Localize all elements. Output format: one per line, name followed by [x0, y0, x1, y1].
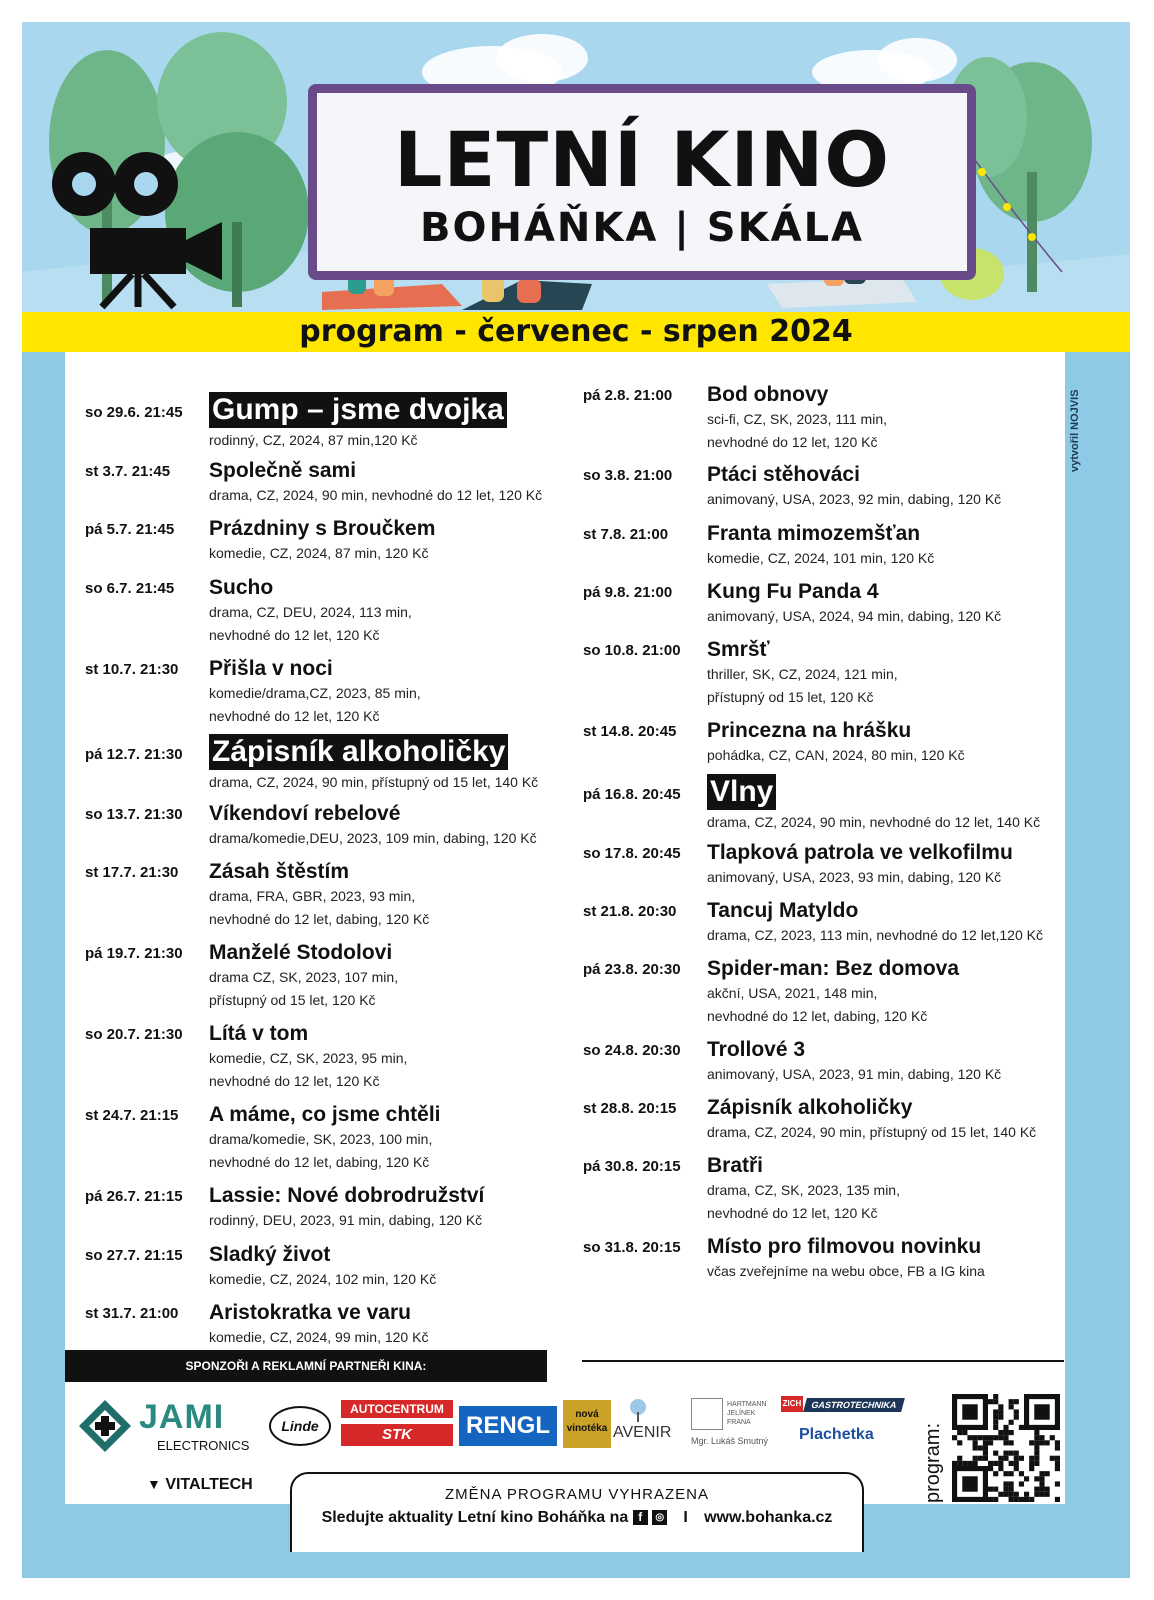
instagram-icon[interactable]: ◎	[652, 1510, 667, 1525]
film-details: drama, CZ, 2023, 113 min, nevhodné do 12 let,120 Kč	[707, 927, 1043, 943]
poster-subtitle: BOHÁŇKA | SKÁLA	[419, 205, 865, 251]
screening-date: so 13.7. 21:30	[85, 806, 183, 823]
screening-date: pá 23.8. 20:30	[583, 961, 681, 978]
rengl-logo: RENGL	[459, 1406, 557, 1446]
film-details: nevhodné do 12 let, dabing, 120 Kč	[707, 1008, 928, 1024]
screening-date: pá 2.8. 21:00	[583, 387, 673, 404]
screening-date: so 17.8. 20:45	[583, 845, 681, 862]
jami-logo: JAMI	[139, 1398, 225, 1436]
screening-date: so 6.7. 21:45	[85, 580, 175, 597]
screening-date: pá 9.8. 21:00	[583, 584, 673, 601]
screening-date: pá 19.7. 21:30	[85, 945, 183, 962]
film-title: Tancuj Matyldo	[707, 899, 859, 922]
autocentrum-logo: AUTOCENTRUM	[341, 1400, 453, 1418]
film-title: Víkendoví rebelové	[209, 802, 401, 825]
film-title: Prázdniny s Broučkem	[209, 517, 436, 540]
program-change-notice: ZMĚNA PROGRAMU VYHRAZENA	[444, 1486, 710, 1503]
hartmann-emblem-icon	[691, 1398, 723, 1430]
screening-date: st 24.7. 21:15	[85, 1107, 179, 1124]
qr-label	[917, 1395, 947, 1505]
film-details: komedie, CZ, 2024, 87 min, 120 Kč	[209, 545, 429, 561]
footer-separator: I	[683, 1509, 688, 1526]
facebook-icon[interactable]: f	[633, 1510, 648, 1525]
film-details: sci-fi, CZ, SK, 2023, 111 min,	[707, 411, 887, 427]
film-details: včas zveřejníme na webu obce, FB a IG kina	[707, 1263, 985, 1279]
smutny-logo: Mgr. Lukáš Smutný	[691, 1436, 769, 1446]
sponsors-divider	[582, 1360, 1064, 1362]
film-title: Místo pro filmovou novinku	[707, 1235, 982, 1258]
follow-line	[292, 1509, 862, 1527]
screening-date: so 3.8. 21:00	[583, 467, 673, 484]
film-title: Lassie: Nové dobrodružství	[209, 1184, 485, 1207]
footer-notice	[290, 1472, 864, 1552]
gastrotechnika-logo: GASTROTECHNIKA	[803, 1398, 905, 1412]
film-details: rodinný, DEU, 2023, 91 min, dabing, 120 Kč	[209, 1212, 483, 1228]
screening-date: st 21.8. 20:30	[583, 903, 677, 920]
film-details: drama, FRA, GBR, 2023, 93 min,	[209, 888, 416, 904]
film-details: pohádka, CZ, CAN, 2024, 80 min, 120 Kč	[707, 747, 965, 763]
sponsors-heading: SPONZOŘI A REKLAMNÍ PARTNEŘI KINA:	[65, 1350, 547, 1382]
screening-date: st 14.8. 20:45	[583, 723, 677, 740]
creator-credit-text: vytvořil NOJVIS	[1069, 389, 1081, 472]
cinema-screen	[308, 84, 976, 280]
film-details: thriller, SK, CZ, 2024, 121 min,	[707, 666, 898, 682]
film-title: Společně sami	[209, 459, 357, 482]
screening-date: pá 26.7. 21:15	[85, 1188, 183, 1205]
film-details: nevhodné do 12 let, 120 Kč	[707, 434, 878, 450]
qr-code-icon	[952, 1394, 1060, 1502]
screening-date: st 10.7. 21:30	[85, 661, 179, 678]
film-details: drama/komedie,DEU, 2023, 109 min, dabing, 120 Kč	[209, 830, 537, 846]
film-title: Gump – jsme dvojka	[209, 392, 507, 428]
film-details: animovaný, USA, 2023, 93 min, dabing, 120 Kč	[707, 869, 1002, 885]
film-title: Sladký život	[209, 1243, 331, 1266]
film-details: nevhodné do 12 let, dabing, 120 Kč	[209, 911, 430, 927]
film-details: rodinný, CZ, 2024, 87 min,120 Kč	[209, 432, 418, 448]
film-title: Spider-man: Bez domova	[707, 957, 960, 980]
film-details: animovaný, USA, 2023, 92 min, dabing, 120 Kč	[707, 491, 1002, 507]
screening-date: st 7.8. 21:00	[583, 526, 669, 543]
zich-logo: ZICH	[781, 1396, 803, 1412]
screening-date: so 29.6. 21:45	[85, 404, 183, 421]
film-details: nevhodné do 12 let, 120 Kč	[209, 708, 380, 724]
avenir-tree-icon	[623, 1398, 653, 1422]
plachetka-logo: Plachetka	[799, 1426, 874, 1443]
film-title: Vlny	[707, 774, 776, 810]
film-details: komedie, CZ, 2024, 102 min, 120 Kč	[209, 1271, 437, 1287]
screening-date: pá 30.8. 20:15	[583, 1158, 681, 1175]
film-details: přístupný od 15 let, 120 Kč	[209, 992, 376, 1008]
film-title: A máme, co jsme chtěli	[209, 1103, 441, 1126]
film-details: komedie, CZ, 2024, 99 min, 120 Kč	[209, 1329, 429, 1345]
film-details: animovaný, USA, 2023, 91 min, dabing, 120 Kč	[707, 1066, 1002, 1082]
vitaltech-label: VITALTECH	[165, 1476, 253, 1493]
film-details: nevhodné do 12 let, 120 Kč	[707, 1205, 878, 1221]
film-title: Přišla v noci	[209, 657, 333, 680]
screening-date: pá 5.7. 21:45	[85, 521, 175, 538]
vitaltech-icon: ▼	[147, 1476, 161, 1492]
film-details: drama CZ, SK, 2023, 107 min,	[209, 969, 399, 985]
follow-text: Sledujte aktuality Letní kino Boháňka na	[321, 1509, 629, 1526]
film-title: Aristokratka ve varu	[209, 1301, 411, 1324]
film-title: Lítá v tom	[209, 1022, 309, 1045]
stk-logo: STK	[341, 1424, 453, 1446]
linde-logo: Linde	[269, 1406, 331, 1446]
screening-date: st 28.8. 20:15	[583, 1100, 677, 1117]
film-details: nevhodné do 12 let, 120 Kč	[209, 1073, 380, 1089]
program-banner	[22, 312, 1130, 352]
film-details: drama, CZ, DEU, 2024, 113 min,	[209, 604, 412, 620]
film-title: Zápisník alkoholičky	[209, 734, 508, 770]
film-title: Zápisník alkoholičky	[707, 1096, 913, 1119]
screening-date: st 3.7. 21:45	[85, 463, 171, 480]
screening-date: so 27.7. 21:15	[85, 1247, 183, 1264]
film-title: Tlapková patrola ve velkofilmu	[707, 841, 1013, 864]
film-title: Bratři	[707, 1154, 764, 1177]
vitaltech-logo	[147, 1476, 253, 1494]
poster-title: LETNÍ KINO	[394, 115, 890, 204]
film-details: drama, CZ, 2024, 90 min, nevhodné do 12 let, 140 Kč	[707, 814, 1041, 830]
hartmann-logo: HARTMANN JELÍNEK FRANA	[727, 1401, 767, 1426]
film-details: komedie/drama,CZ, 2023, 85 min,	[209, 685, 421, 701]
film-details: komedie, CZ, 2024, 101 min, 120 Kč	[707, 550, 935, 566]
avenir-logo: AVENIR	[613, 1424, 672, 1441]
jami-logo-sub: ELECTRONICS	[157, 1438, 250, 1453]
film-details: drama, CZ, 2024, 90 min, nevhodné do 12 let, 120 Kč	[209, 487, 543, 503]
film-title: Franta mimozemšťan	[707, 522, 921, 545]
vinoteka-logo: nová vinotéka	[563, 1400, 611, 1448]
film-details: drama, CZ, 2024, 90 min, přístupný od 15 let, 140 Kč	[209, 774, 539, 790]
screening-date: st 31.7. 21:00	[85, 1305, 179, 1322]
film-title: Bod obnovy	[707, 383, 829, 406]
program-qr-code[interactable]	[952, 1394, 1060, 1502]
film-title: Trollové 3	[707, 1038, 806, 1061]
screening-date: pá 16.8. 20:45	[583, 786, 681, 803]
film-details: drama, CZ, 2024, 90 min, přístupný od 15 let, 140 Kč	[707, 1124, 1037, 1140]
poster-frame	[22, 22, 1130, 1578]
film-details: nevhodné do 12 let, dabing, 120 Kč	[209, 1154, 430, 1170]
screening-date: pá 12.7. 21:30	[85, 746, 183, 763]
jami-logo-mark	[77, 1398, 133, 1454]
screening-date: so 20.7. 21:30	[85, 1026, 183, 1043]
website-link[interactable]: www.bohanka.cz	[704, 1509, 833, 1526]
hero-illustration	[22, 22, 1130, 312]
film-title: Zásah štěstím	[209, 860, 350, 883]
svg-text:program:: program:	[922, 1422, 944, 1503]
film-title: Sucho	[209, 576, 274, 599]
program-panel	[65, 352, 1065, 1504]
film-title: Smršť	[707, 638, 770, 661]
screening-date: so 24.8. 20:30	[583, 1042, 681, 1059]
film-title: Kung Fu Panda 4	[707, 580, 879, 603]
film-details: přístupný od 15 let, 120 Kč	[707, 689, 874, 705]
screening-date: st 17.7. 21:30	[85, 864, 179, 881]
film-details: komedie, CZ, SK, 2023, 95 min,	[209, 1050, 408, 1066]
film-details: nevhodné do 12 let, 120 Kč	[209, 627, 380, 643]
film-details: animovaný, USA, 2024, 94 min, dabing, 120 Kč	[707, 608, 1002, 624]
creator-credit	[1062, 372, 1086, 472]
screening-date: so 31.8. 20:15	[583, 1239, 681, 1256]
film-title: Manželé Stodolovi	[209, 941, 393, 964]
film-details: akční, USA, 2021, 148 min,	[707, 985, 878, 1001]
program-banner-text: program - červenec - srpen 2024	[299, 314, 853, 349]
film-details: drama, CZ, SK, 2023, 135 min,	[707, 1182, 900, 1198]
film-title: Ptáci stěhováci	[707, 463, 860, 486]
screening-date: so 10.8. 21:00	[583, 642, 681, 659]
film-details: drama/komedie, SK, 2023, 100 min,	[209, 1131, 433, 1147]
film-title: Princezna na hrášku	[707, 719, 912, 742]
